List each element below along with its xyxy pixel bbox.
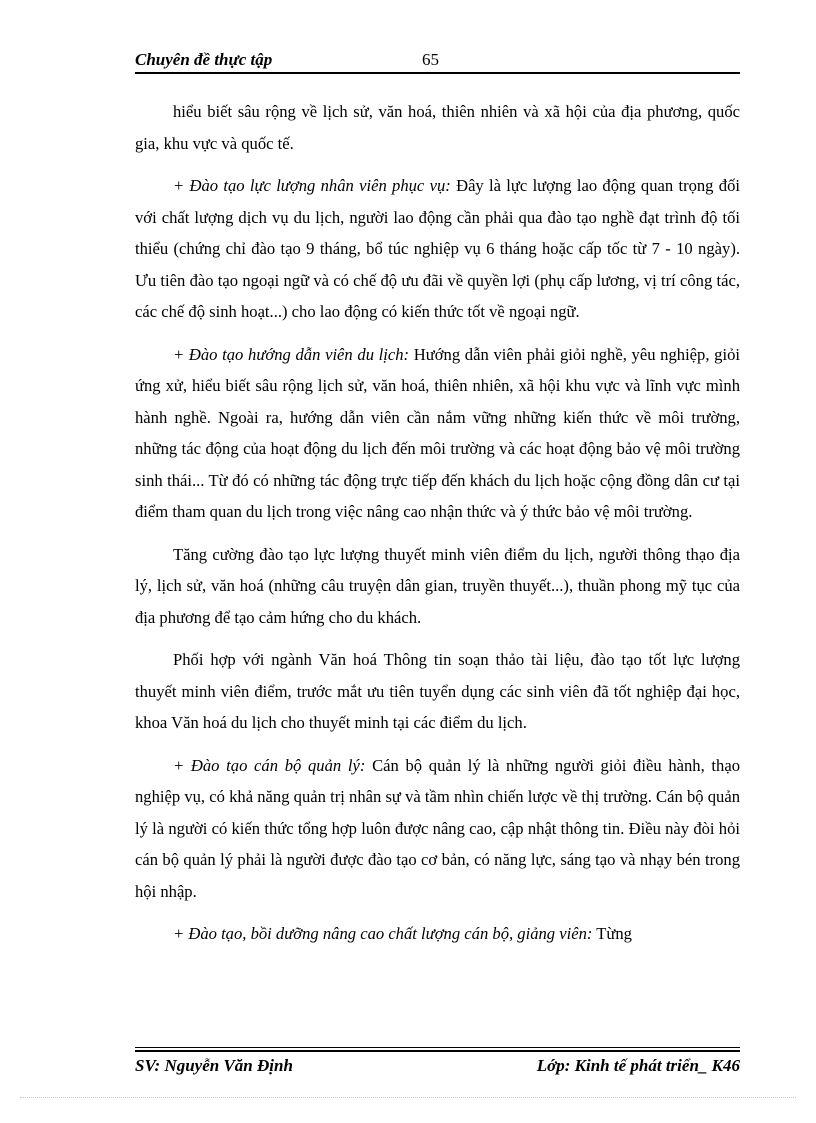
header-rule	[135, 72, 740, 74]
footer-rule-thin	[135, 1047, 740, 1048]
paragraph-text: Tăng cường đào tạo lực lượng thuyết minh viên điểm du lịch, người thông thạo địa lý, lịch sử, văn hoá (những câu truyện dân gian, truyền thuyết...), thuần phong mỹ tục của địa phương để tạo cảm hứng cho du khách.	[135, 544, 740, 627]
paragraph-lead: + Đào tạo lực lượng nhân viên phục vụ:	[173, 176, 451, 195]
header-title: Chuyên đề thực tập	[135, 50, 273, 69]
paragraph-4	[135, 539, 740, 634]
paragraph-lead: + Đào tạo cán bộ quản lý:	[173, 755, 366, 775]
paragraph-1	[135, 96, 740, 159]
footer-class: Lớp: Kinh tế phát triển_ K46	[536, 1056, 740, 1075]
paragraph-text: Từng	[592, 924, 632, 943]
paragraph-7	[135, 918, 740, 950]
paragraph-3	[135, 339, 740, 528]
paragraph-text: Phối hợp với ngành Văn hoá Thông tin soạn thảo tài liệu, đào tạo tốt lực lượng thuyết minh viên điểm, trước mắt ưu tiên tuyển dụng các sinh viên đã tốt nghiệp đại học, khoa Văn hoá du lịch cho thuyết minh tại các điểm du lịch.	[135, 650, 740, 732]
paragraph-6	[135, 750, 740, 908]
paragraph-text: Cán bộ quản lý là những người giỏi điều hành, thạo nghiệp vụ, có khả năng quản trị nhân sự và tầm nhìn chiến lược về thị trường. Cán bộ quản lý là người có kiến thức tổng hợp luôn được nâng cao, cập nhật thông tin. Điều này đòi hỏi cán bộ quản lý phải là người được đào tạo cơ bản, có năng lực, sáng tạo và nhạy bén trong hội nhập.	[135, 755, 740, 901]
page-edge-line	[20, 1097, 796, 1098]
paragraph-lead: + Đào tạo, bồi dưỡng nâng cao chất lượng cán bộ, giảng viên:	[173, 924, 593, 943]
paragraph-text: hiểu biết sâu rộng về lịch sử, văn hoá, thiên nhiên và xã hội của địa phương, quốc gia, khu vực và quốc tế.	[135, 102, 740, 153]
footer-student: SV: Nguyễn Văn Định	[135, 1056, 293, 1075]
paragraph-text: Đây là lực lượng lao động quan trọng đối với chất lượng dịch vụ du lịch, người lao động cần phải qua đào tạo nghề đạt trình độ tối thiểu (chứng chỉ đào tạo 9 tháng, bổ túc nghiệp vụ 6 tháng hoặc cấp tốc từ 7 - 10 ngày). Ưu tiên đào tạo ngoại ngữ và có chế độ ưu đãi về quyền lợi (phụ cấp lương, vị trí công tác, các chế độ sinh hoạt...) cho lao động có kiến thức tốt về ngoại ngữ.	[135, 176, 740, 321]
paragraph-lead: + Đào tạo hướng dẫn viên du lịch:	[173, 344, 410, 364]
paragraph-2	[135, 170, 740, 328]
footer-rule-thick	[135, 1050, 740, 1052]
page-number: 65	[422, 50, 439, 69]
paragraph-5	[135, 644, 740, 739]
body-text	[135, 96, 740, 961]
page-header	[135, 50, 740, 72]
paragraph-text: Hướng dẫn viên phải giỏi nghề, yêu nghiệp, giỏi ứng xử, hiểu biết sâu rộng lịch sử, văn hoá, thiên nhiên, xã hội khu vực và lĩnh vực mình hành nghề. Ngoài ra, hướng dẫn viên cần nắm vững những kiến thức về môi trường, những tác động của hoạt động du lịch đến môi trường và các hoạt động bảo vệ môi trường sinh thái... Từ đó có những tác động trực tiếp đến khách du lịch hoặc cộng đồng dân cư tại điểm tham quan du lịch trong việc nâng cao nhận thức và ý thức bảo vệ môi trường.	[135, 344, 740, 521]
page-footer	[135, 1056, 740, 1078]
